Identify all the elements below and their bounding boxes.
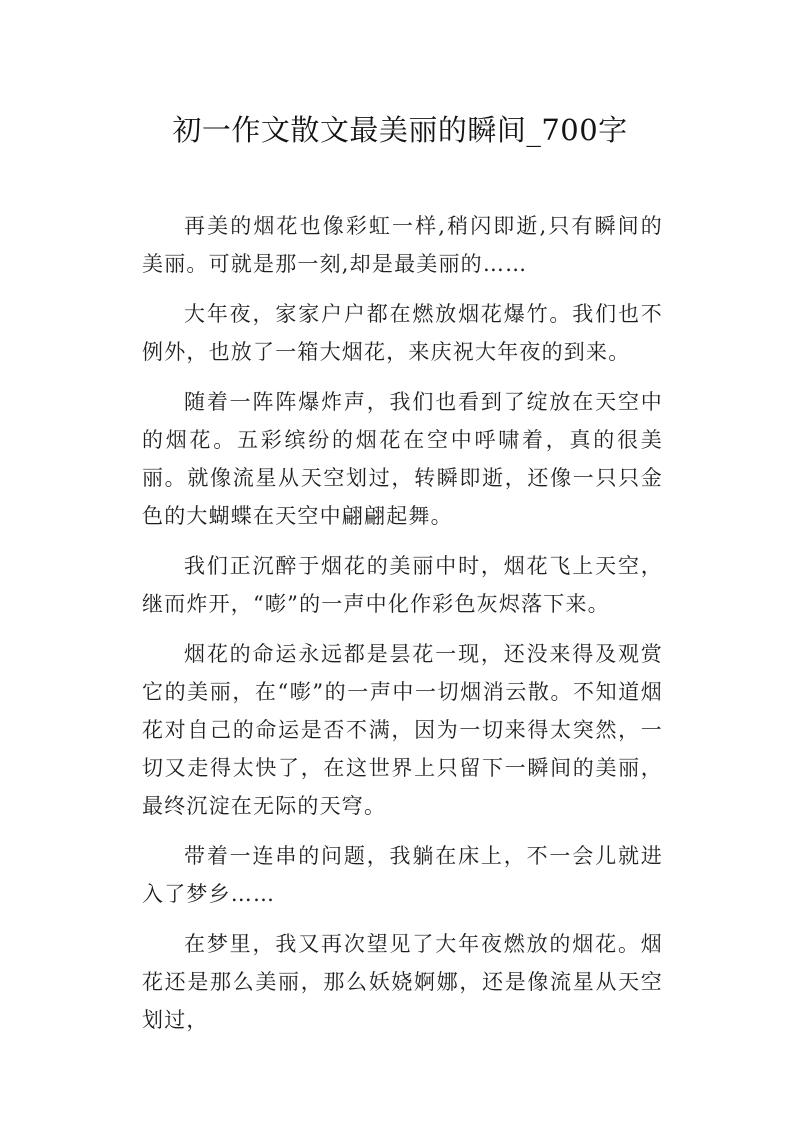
document-title: 初一作文散文最美丽的瞬间_700字 [172, 113, 628, 147]
paragraph: 烟花的命运永远都是昙花一现，还没来得及观赏它的美丽，在“嘭”的一声中一切烟消云散。不知道烟花对自己的命运是否不满，因为一切来得太突然，一切又走得太快了，在这世界上只留下一瞬间的美丽，最终沉淀在无际的天穹。 [142, 642, 663, 818]
paragraph: 带着一连串的问题，我躺在床上，不一会儿就进入了梦乡…… [142, 844, 663, 906]
paragraph: 我们正沉醉于烟花的美丽中时，烟花飞上天空，继而炸开，“嘭”的一声中化作彩色灰烬落下来。 [142, 554, 663, 616]
paragraph: 在梦里，我又再次望见了大年夜燃放的烟花。烟花还是那么美丽，那么妖娆婀娜，还是像流星从天空划过， [142, 932, 663, 1032]
paragraph: 大年夜，家家户户都在燃放烟花爆竹。我们也不例外，也放了一箱大烟花，来庆祝大年夜的到来。 [142, 302, 663, 364]
document-body [142, 207, 663, 1051]
paragraph: 随着一阵阵爆炸声，我们也看到了绽放在天空中的烟花。五彩缤纷的烟花在空中呼啸着，真的很美丽。就像流星从天空划过，转瞬即逝，还像一只只金色的大蝴蝶在天空中翩翩起舞。 [142, 390, 663, 528]
paragraph: 再美的烟花也像彩虹一样,稍闪即逝,只有瞬间的美丽。可就是那一刻,却是最美丽的…… [142, 214, 663, 276]
